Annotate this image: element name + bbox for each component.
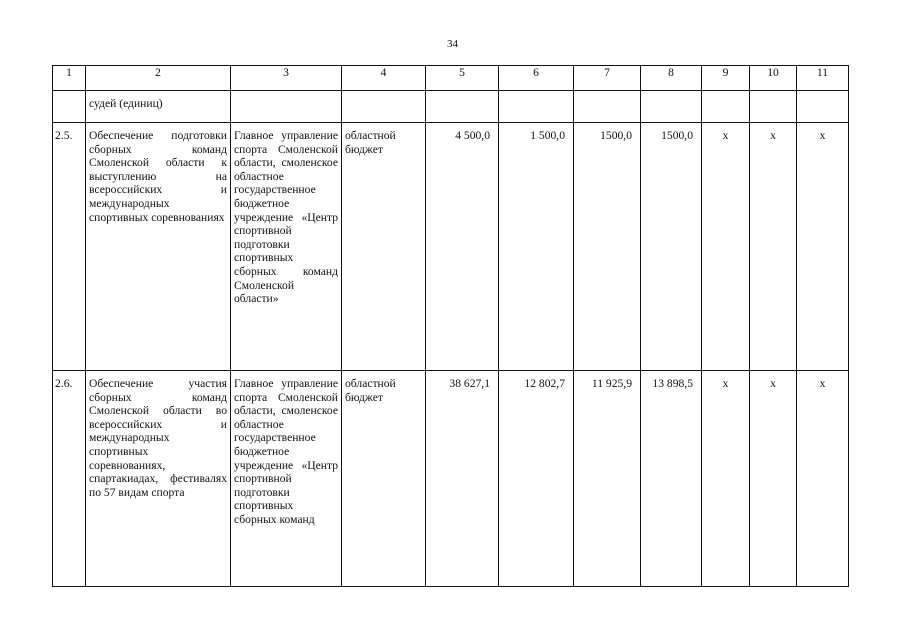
col-header-8: 8 — [641, 66, 702, 91]
col-header-9: 9 — [702, 66, 750, 91]
row-total: 38 627,1 — [449, 377, 490, 390]
row-index: 2.5. — [55, 129, 73, 142]
row-col11: x — [819, 129, 826, 142]
row-year-3: 1500,0 — [661, 129, 693, 142]
row-year-3: 13 898,5 — [652, 377, 693, 390]
row-col11: x — [819, 377, 826, 390]
col-header-11: 11 — [797, 66, 849, 91]
continuation-text: судей (единиц) — [89, 97, 163, 110]
continuation-row — [53, 91, 849, 123]
row-index: 2.6. — [55, 377, 73, 390]
row-source: областной бюджет — [345, 129, 396, 156]
row-executor: Главное управление спорта Смоленской области, смоленское областное государственное бюджетное учреждение «Центр спортивной подготовки спортивных сборных команд Смоленской области» — [234, 129, 338, 306]
row-year-1: 1 500,0 — [530, 129, 565, 142]
program-table — [52, 65, 849, 587]
row-total: 4 500,0 — [455, 129, 490, 142]
col-header-2: 2 — [86, 66, 231, 91]
row-col10: x — [770, 129, 776, 142]
row-col10: x — [770, 377, 776, 390]
col-header-10: 10 — [750, 66, 797, 91]
col-header-1: 1 — [53, 66, 86, 91]
row-year-2: 1500,0 — [600, 129, 632, 142]
row-col9: x — [722, 129, 729, 142]
table-row — [53, 123, 849, 371]
row-year-2: 11 925,9 — [591, 377, 632, 390]
col-header-3: 3 — [231, 66, 342, 91]
row-name: Обеспечение подготовки сборных команд Смоленской области к выступлению на всероссийских и международных спортивных соревнованиях — [89, 129, 227, 224]
row-source: областной бюджет — [345, 377, 396, 404]
header-row — [53, 66, 849, 91]
col-header-4: 4 — [342, 66, 426, 91]
col-header-7: 7 — [574, 66, 641, 91]
page-number: 34 — [447, 38, 458, 50]
col-header-6: 6 — [499, 66, 574, 91]
row-executor: Главное управление спорта Смоленской области, смоленское областное государственное бюджетное учреждение «Центр спортивной подготовки спортивных сборных команд — [234, 377, 338, 526]
row-col9: x — [722, 377, 729, 390]
row-year-1: 12 802,7 — [524, 377, 565, 390]
col-header-5: 5 — [426, 66, 499, 91]
table-row — [53, 371, 849, 587]
row-name: Обеспечение участия сборных команд Смоленской области во всероссийских и международных спортивных соревнованиях, спартакиадах, фестивалях по 57 видам спорта — [89, 377, 227, 499]
